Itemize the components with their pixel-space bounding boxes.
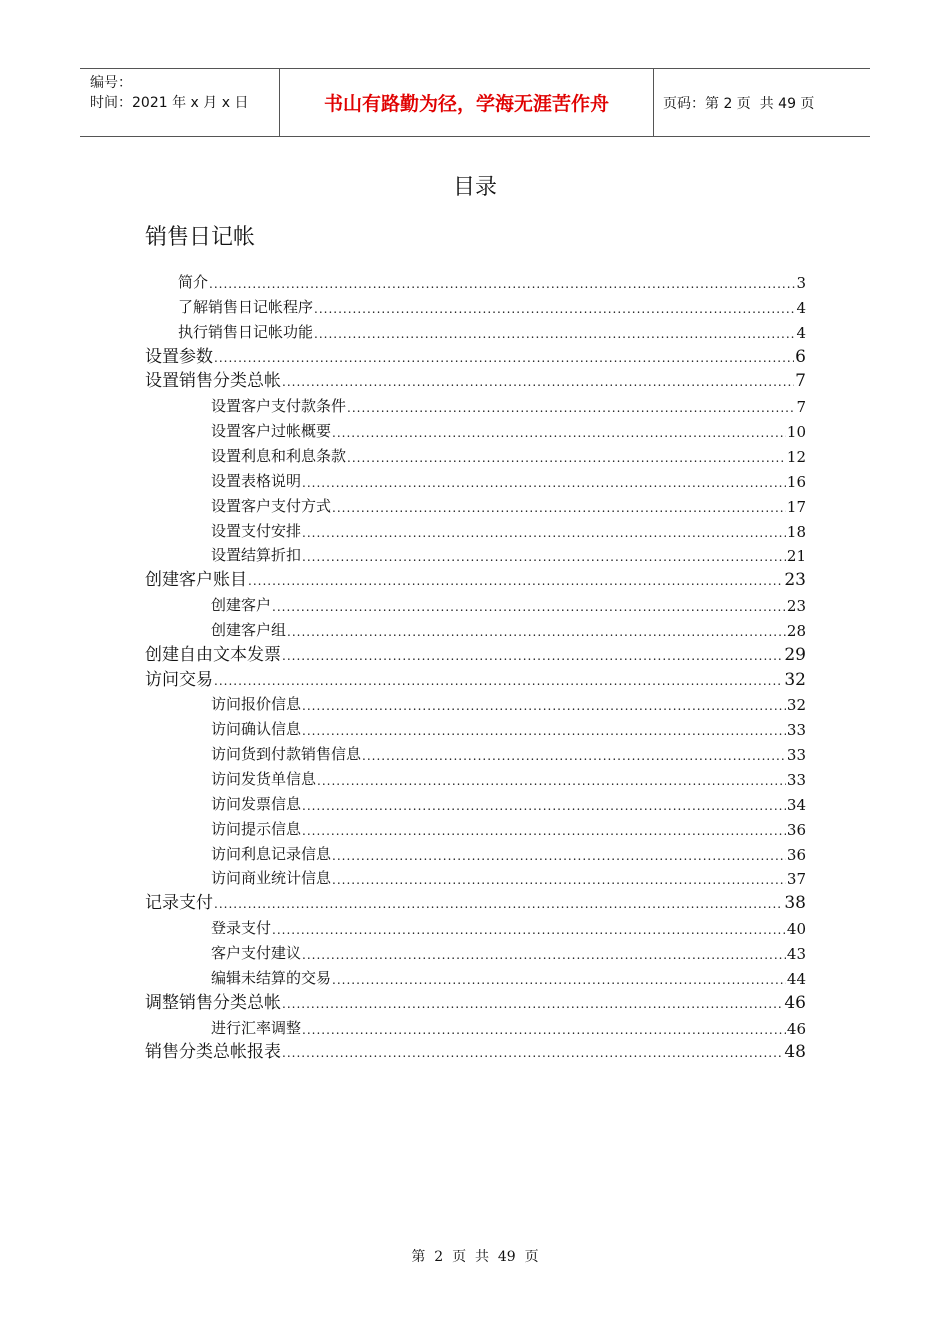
toc-leader-dots bbox=[302, 796, 786, 814]
toc-entry-page: 28 bbox=[786, 622, 806, 640]
toc-leader-dots bbox=[302, 696, 786, 714]
header-page-info: 页码：第 2 页 共 49 页 bbox=[663, 95, 815, 112]
header-motto: 书山有路勤为径，学海无涯苦作舟 bbox=[280, 69, 654, 136]
toc-entry-title: 创建客户账目 bbox=[145, 570, 247, 590]
toc-entry-page: 3 bbox=[796, 274, 806, 292]
toc-leader-dots bbox=[214, 670, 783, 690]
toc-leader-dots bbox=[287, 622, 786, 640]
toc-entry-title: 设置利息和利息条款 bbox=[211, 447, 347, 465]
toc-entry-page: 46 bbox=[786, 1020, 806, 1038]
toc-entry-title: 设置客户过帐概要 bbox=[211, 422, 332, 440]
toc-leader-dots bbox=[214, 347, 794, 367]
page-header bbox=[80, 68, 870, 137]
toc-entry-title: 简介 bbox=[178, 273, 209, 291]
toc-entry-page: 12 bbox=[786, 448, 806, 466]
toc-entry-title: 设置销售分类总帐 bbox=[145, 371, 281, 391]
toc-leader-dots bbox=[282, 1042, 783, 1062]
toc-leader-dots bbox=[302, 473, 786, 491]
toc-leader-dots bbox=[332, 870, 786, 888]
toc-entry[interactable] bbox=[211, 419, 806, 441]
toc-entry-title: 访问发货单信息 bbox=[211, 770, 317, 788]
toc-entry[interactable] bbox=[145, 891, 806, 913]
toc-entry-title: 登录支付 bbox=[211, 919, 272, 937]
toc-entry-title: 调整销售分类总帐 bbox=[145, 993, 281, 1013]
toc-entry-page: 29 bbox=[784, 645, 806, 665]
toc-leader-dots bbox=[282, 645, 783, 665]
toc-leader-dots bbox=[314, 324, 795, 342]
toc-entry[interactable] bbox=[211, 742, 806, 764]
toc-entry-page: 38 bbox=[784, 893, 806, 913]
toc-leader-dots bbox=[317, 771, 786, 789]
toc-entry[interactable] bbox=[145, 1040, 806, 1062]
section-title: 销售日记帐 bbox=[145, 225, 256, 250]
toc-entry-page: 43 bbox=[786, 945, 806, 963]
toc-entry-title: 设置客户支付方式 bbox=[211, 497, 332, 515]
toc-entry[interactable] bbox=[211, 469, 806, 491]
toc-entry-title: 访问提示信息 bbox=[211, 820, 302, 838]
toc-leader-dots bbox=[302, 1020, 786, 1038]
toc-entry[interactable] bbox=[178, 295, 806, 317]
toc-entry-title: 访问发票信息 bbox=[211, 795, 302, 813]
toc-entry-page: 7 bbox=[796, 398, 806, 416]
toc-entry[interactable] bbox=[211, 543, 806, 565]
toc-entry-page: 18 bbox=[786, 523, 806, 541]
toc-leader-dots bbox=[214, 893, 783, 913]
toc-leader-dots bbox=[272, 920, 786, 938]
toc-entry-page: 6 bbox=[795, 347, 806, 367]
toc-entry-title: 设置客户支付款条件 bbox=[211, 397, 347, 415]
toc-entry-page: 23 bbox=[786, 597, 806, 615]
toc-entry-page: 37 bbox=[786, 870, 806, 888]
toc-entry[interactable] bbox=[178, 320, 806, 342]
toc-leader-dots bbox=[302, 721, 786, 739]
toc-entry[interactable] bbox=[145, 991, 806, 1013]
toc-entry-title: 销售分类总帐报表 bbox=[145, 1042, 281, 1062]
toc-entry-title: 进行汇率调整 bbox=[211, 1019, 302, 1037]
toc-entry[interactable] bbox=[211, 966, 806, 988]
toc-entry[interactable] bbox=[211, 1016, 806, 1038]
toc-entry-page: 33 bbox=[786, 746, 806, 764]
toc-title: 目录 bbox=[452, 175, 497, 200]
toc-entry[interactable] bbox=[211, 717, 806, 739]
toc-entry-title: 访问商业统计信息 bbox=[211, 869, 332, 887]
toc-entry-title: 设置表格说明 bbox=[211, 472, 302, 490]
toc-leader-dots bbox=[302, 523, 786, 541]
toc-leader-dots bbox=[272, 597, 786, 615]
toc-entry-page: 40 bbox=[786, 920, 806, 938]
toc-entry[interactable] bbox=[211, 842, 806, 864]
toc-entry[interactable] bbox=[145, 643, 806, 665]
toc-leader-dots bbox=[332, 423, 786, 441]
toc-entry-title: 客户支付建议 bbox=[211, 944, 302, 962]
toc-entry-title: 设置支付安排 bbox=[211, 522, 302, 540]
toc-leader-dots bbox=[314, 299, 795, 317]
toc-entry-title: 了解销售日记帐程序 bbox=[178, 298, 314, 316]
toc-entry-page: 17 bbox=[786, 498, 806, 516]
toc-entry[interactable] bbox=[211, 618, 806, 640]
toc-leader-dots bbox=[302, 547, 786, 565]
toc-entry[interactable] bbox=[211, 593, 806, 615]
toc-entry-page: 32 bbox=[786, 696, 806, 714]
toc-entry[interactable] bbox=[211, 494, 806, 516]
toc-entry[interactable] bbox=[145, 668, 806, 690]
toc-entry-page: 10 bbox=[786, 423, 806, 441]
time-label: 时间：2021 年 x 月 x 日 bbox=[90, 95, 249, 111]
toc-entry-page: 23 bbox=[784, 570, 806, 590]
toc-entry-title: 访问利息记录信息 bbox=[211, 845, 332, 863]
header-meta bbox=[80, 69, 280, 136]
toc-entry-page: 48 bbox=[784, 1042, 806, 1062]
toc-entry[interactable] bbox=[211, 866, 806, 888]
toc-leader-dots bbox=[248, 570, 783, 590]
toc-leader-dots bbox=[302, 945, 786, 963]
toc-entry-page: 16 bbox=[786, 473, 806, 491]
toc-entry-page: 32 bbox=[784, 670, 806, 690]
toc-entry-page: 4 bbox=[796, 299, 806, 317]
toc-leader-dots bbox=[302, 821, 786, 839]
toc-entry-page: 33 bbox=[786, 721, 806, 739]
toc-entry[interactable] bbox=[145, 568, 806, 590]
toc-leader-dots bbox=[282, 993, 783, 1013]
toc-entry[interactable] bbox=[178, 270, 806, 292]
toc-entry-page: 36 bbox=[786, 846, 806, 864]
toc-entry-title: 访问报价信息 bbox=[211, 695, 302, 713]
toc-entry-page: 44 bbox=[786, 970, 806, 988]
toc-entry-title: 创建自由文本发票 bbox=[145, 645, 281, 665]
toc-entry[interactable] bbox=[211, 767, 806, 789]
toc-entry-title: 访问货到付款销售信息 bbox=[211, 745, 362, 763]
toc-leader-dots bbox=[332, 498, 786, 516]
toc-entry[interactable] bbox=[211, 941, 806, 963]
toc-entry[interactable] bbox=[211, 394, 806, 416]
toc-entry-page: 33 bbox=[786, 771, 806, 789]
toc-entry-page: 21 bbox=[786, 547, 806, 565]
toc-entry[interactable] bbox=[211, 817, 806, 839]
toc-entry-page: 36 bbox=[786, 821, 806, 839]
page-footer: 第 2 页 共 49 页 bbox=[411, 1249, 539, 1265]
toc-entry-page: 4 bbox=[796, 324, 806, 342]
toc-entry-title: 执行销售日记帐功能 bbox=[178, 323, 314, 341]
toc-entry-title: 记录支付 bbox=[145, 893, 213, 913]
toc-entry-page: 46 bbox=[784, 993, 806, 1013]
toc-entry-title: 创建客户 bbox=[211, 596, 272, 614]
toc-leader-dots bbox=[332, 970, 786, 988]
toc-entry-title: 创建客户组 bbox=[211, 621, 287, 639]
toc-leader-dots bbox=[347, 448, 786, 466]
toc-leader-dots bbox=[282, 371, 794, 391]
toc-leader-dots bbox=[362, 746, 786, 764]
number-label: 编号： bbox=[90, 75, 132, 91]
toc-entry-title: 编辑未结算的交易 bbox=[211, 969, 332, 987]
toc-entry[interactable] bbox=[145, 369, 806, 391]
toc-entry[interactable] bbox=[211, 519, 806, 541]
toc-leader-dots bbox=[332, 846, 786, 864]
toc-entry[interactable] bbox=[211, 444, 806, 466]
toc-entry-title: 设置结算折扣 bbox=[211, 546, 302, 564]
toc-entry[interactable] bbox=[145, 345, 806, 367]
toc-entry-title: 访问交易 bbox=[145, 670, 213, 690]
toc-entry[interactable] bbox=[211, 916, 806, 938]
toc-entry-title: 设置参数 bbox=[145, 347, 213, 367]
toc-entry-page: 7 bbox=[795, 371, 806, 391]
toc-entry-title: 访问确认信息 bbox=[211, 720, 302, 738]
toc-entry[interactable] bbox=[211, 792, 806, 814]
toc-leader-dots bbox=[209, 274, 795, 292]
toc-entry-page: 34 bbox=[786, 796, 806, 814]
toc-entry[interactable] bbox=[211, 692, 806, 714]
toc-leader-dots bbox=[347, 398, 795, 416]
